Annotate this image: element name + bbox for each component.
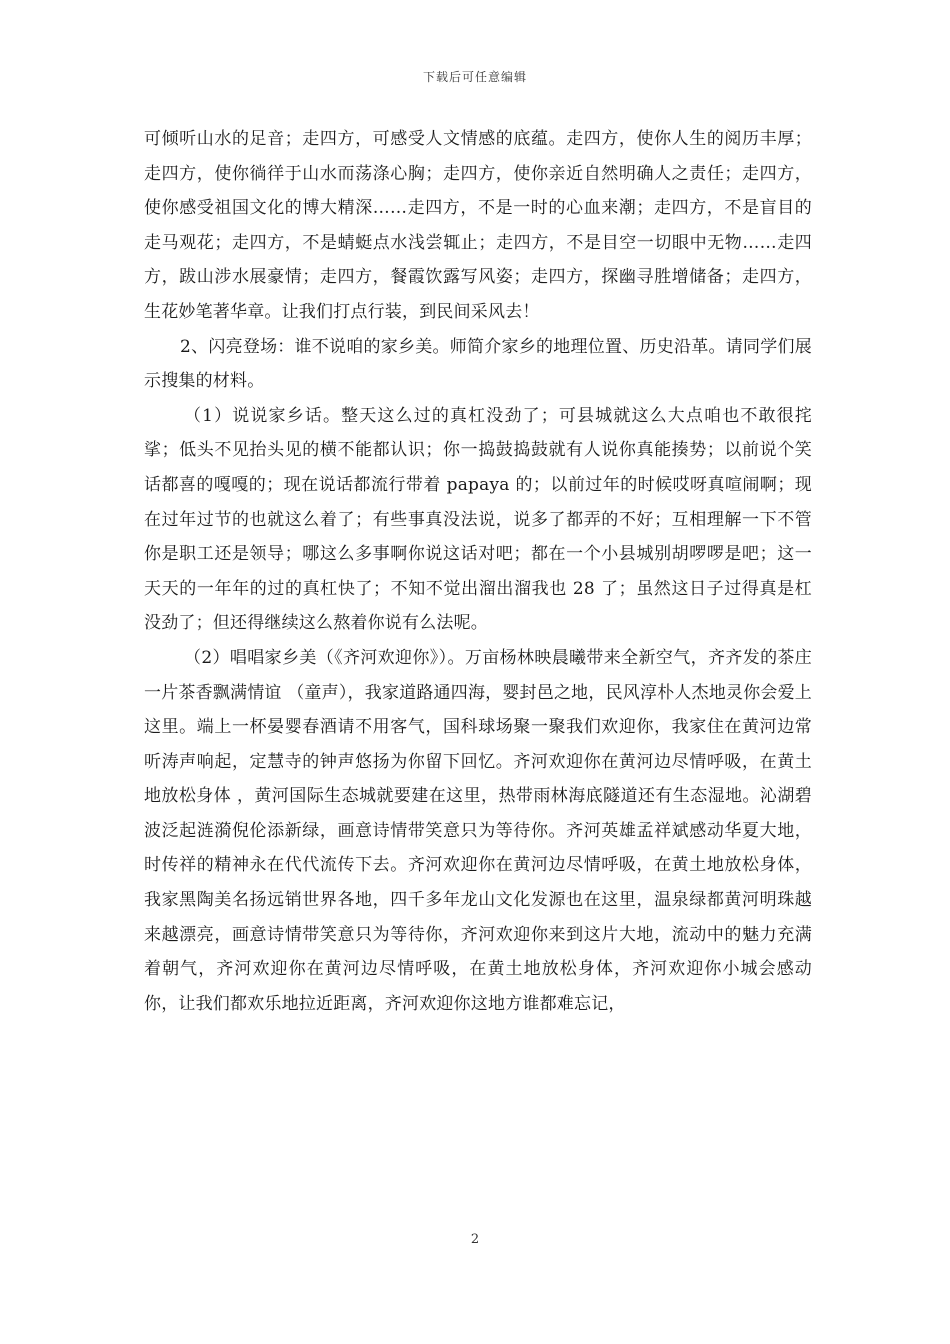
document-body: [144, 122, 812, 1021]
paragraph-section-2: 2、闪亮登场：谁不说咱的家乡美。师简介家乡的地理位置、历史沿革。请同学们展示搜集的材料。: [144, 336, 812, 392]
page-number: 2: [470, 1232, 480, 1247]
paragraph-continuation: 可倾听山水的足音；走四方，可感受人文情感的底蕴。走四方，使你人生的阅历丰厚；走四方，使你徜徉于山水而荡涤心胸；走四方，使你亲近自然明确人之责任；走四方，使你感受祖国文化的博大精深……走四方，不是一时的心血来潮；走四方，不是盲目的走马观花；走四方，不是蜻蜓点水浅尝辄止；走四方，不是目空一切眼中无物……走四方，跋山涉水展豪情；走四方，餐霞饮露写风姿；走四方，探幽寻胜增储备；走四方，生花妙笔著华章。让我们打点行装，到民间采风去！: [144, 129, 812, 322]
paragraph-song: （2）唱唱家乡美（《齐河欢迎你》）。万亩杨林映晨曦带来全新空气，齐齐发的茶庄一片茶香飘满情谊 （童声），我家道路通四海，婴封邑之地，民风淳朴人杰地灵你会爱上这里。端上一杯晏婴春酒请不用客气，国科球场聚一聚我们欢迎你，我家住在黄河边常听涛声响起，定慧寺的钟声悠扬为你留下回忆。齐河欢迎你在黄河边尽情呼吸，在黄土地放松身体 ，黄河国际生态城就要建在这里，热带雨林海底隧道还有生态湿地。沁湖碧波泛起涟漪倪伦添新绿，画意诗情带笑意只为等待你。齐河英雄孟祥斌感动华夏大地，时传祥的精神永在代代流传下去。齐河欢迎你在黄河边尽情呼吸，在黄土地放松身体，我家黑陶美名扬远销世界各地，四千多年龙山文化发源也在这里，温泉绿都黄河明珠越来越漂亮，画意诗情带笑意只为等待你，齐河欢迎你来到这片大地，流动中的魅力充满着朝气，齐河欢迎你在黄河边尽情呼吸，在黄土地放松身体，齐河欢迎你小城会感动你，让我们都欢乐地拉近距离，齐河欢迎你这地方谁都难忘记，: [144, 647, 812, 1014]
paragraph-dialect: （1）说说家乡话。整天这么过的真杠没劲了；可县城就这么大点咱也不敢很挓挲；低头不见抬头见的横不能都认识；你一捣鼓捣鼓就有人说你真能揍势；以前说个笑话都喜的嘎嘎的；现在说话都流行带着 papaya 的；以前过年的时候哎呀真喧闹啊；现在过年过节的也就这么着了；有些事真没法说，说多了都弄的不好；互相理解一下不管你是职工还是领导；哪这么多事啊你说这话对吧；都在一个小县城别胡啰啰是吧；这一天天的一年年的过的真杠快了；不知不觉出溜出溜我也 28 了；虽然这日子过得真是杠没劲了；但还得继续这么熬着你说有么法呢。: [144, 405, 812, 634]
page-header: 下载后可任意编辑: [422, 70, 527, 84]
